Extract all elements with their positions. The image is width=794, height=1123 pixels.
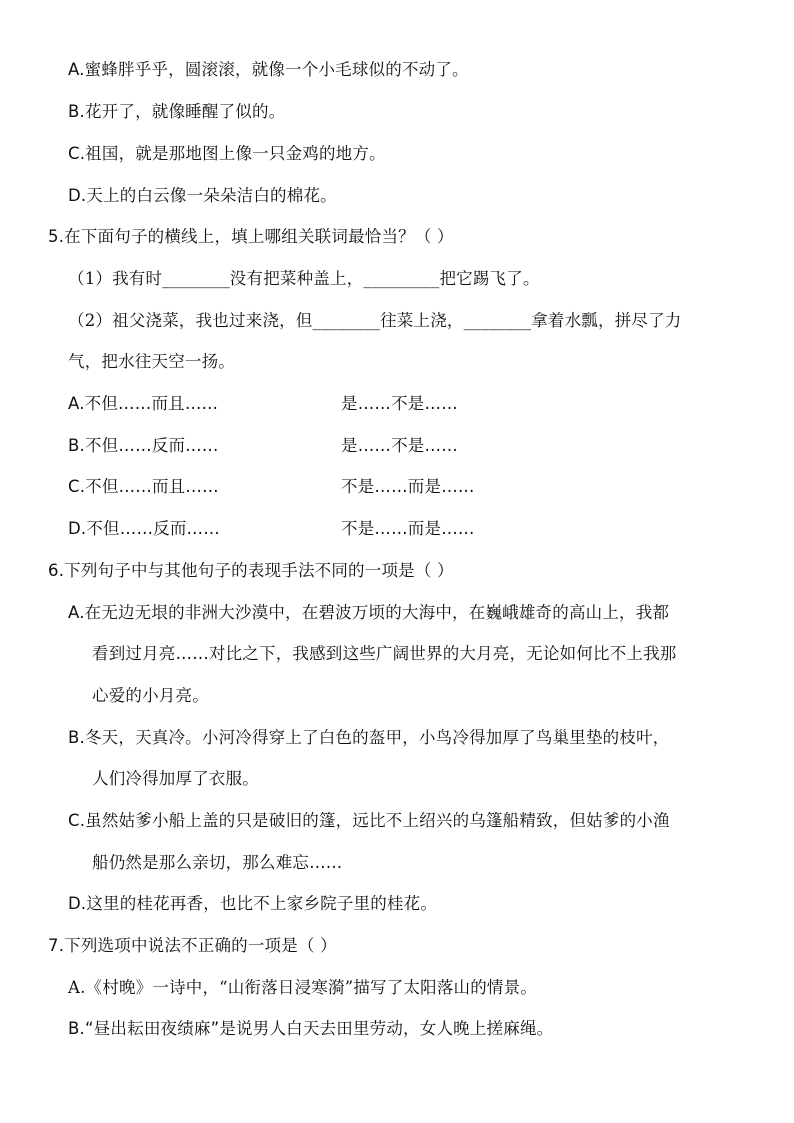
q5-option-d-second: 不是……而是……: [341, 519, 475, 538]
q6-option-c-line-1: C.虽然姑爹小船上盖的只是破旧的篷，远比不上绍兴的乌篷船精致，但姑爹的小渔: [68, 811, 670, 830]
q7-option-a: A.《村晚》一诗中，“山衔落日浸寒漪”描写了太阳落山的情景。: [68, 978, 538, 997]
q6-option-c-line-2: 船仍然是那么亲切，那么难忘……: [92, 853, 343, 872]
q5-question: 5.在下面句子的横线上，填上哪组关联词最恰当？（ ）: [48, 227, 454, 246]
q5-sentence-2-line-1: （2）祖父浇菜，我也过来浇，但________往菜上浇，________拿着水瓢，拼尽了力: [68, 311, 682, 330]
q5-option-b-second: 是……不是……: [341, 436, 458, 455]
q4-option-c: C.祖国，就是那地图上像一只金鸡的地方。: [68, 144, 386, 163]
q6-question: 6.下列句子中与其他句子的表现手法不同的一项是（ ）: [48, 561, 454, 580]
q4-option-b: B.花开了，就像睡醒了似的。: [68, 102, 286, 121]
q6-option-a-line-1: A.在无边无垠的非洲大沙漠中，在碧波万顷的大海中，在巍峨雄奇的高山上，我都: [68, 603, 670, 622]
q6-option-a-line-3: 心爱的小月亮。: [92, 686, 209, 705]
q6-option-b-line-1: B.冬天，天真冷。小河冷得穿上了白色的盔甲，小鸟冷得加厚了鸟巢里垫的枝叶，: [68, 728, 670, 747]
q6-option-a-line-2: 看到过月亮……对比之下，我感到这些广阔世界的大月亮，无论如何比不上我那: [92, 644, 677, 663]
q5-option-b-first: B.不但……反而……: [68, 436, 219, 455]
q5-sentence-1: （1）我有时________没有把菜种盖上，_________把它踢飞了。: [68, 269, 540, 288]
q5-option-c-second: 不是……而是……: [341, 477, 475, 496]
q4-option-d: D.天上的白云像一朵朵洁白的棉花。: [68, 186, 337, 205]
q5-option-d-first: D.不但……反而……: [68, 519, 220, 538]
q5-option-c-first: C.不但……而且……: [68, 477, 219, 496]
q5-option-a-first: A.不但……而且……: [68, 394, 219, 413]
q7-question: 7.下列选项中说法不正确的一项是（ ）: [48, 936, 337, 955]
q5-sentence-2-line-2: 气，把水往天空一扬。: [68, 352, 235, 371]
q6-option-b-line-2: 人们冷得加厚了衣服。: [92, 769, 259, 788]
q7-option-b: B.“昼出耘田夜绩麻”是说男人白天去田里劳动，女人晚上搓麻绳。: [68, 1019, 554, 1038]
q6-option-d: D.这里的桂花再香，也比不上家乡院子里的桂花。: [68, 894, 438, 913]
q4-option-a: A.蜜蜂胖乎乎，圆滚滚，就像一个小毛球似的不动了。: [68, 60, 469, 79]
q5-option-a-second: 是……不是……: [341, 394, 458, 413]
